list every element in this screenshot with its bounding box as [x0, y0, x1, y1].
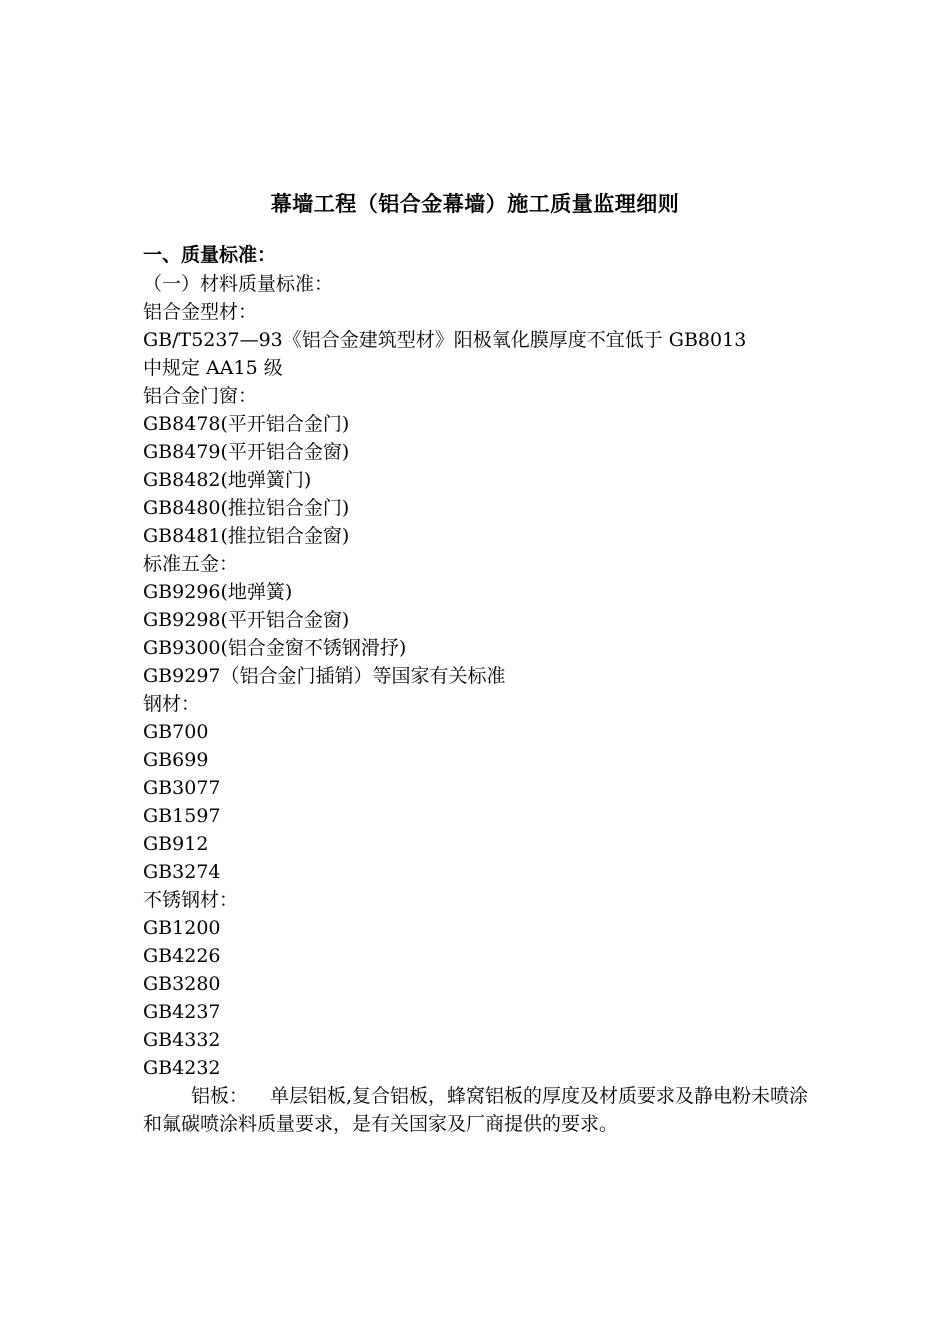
- text-line: GB8480(推拉铝合金门): [143, 497, 350, 519]
- text-line: GB3077: [143, 777, 221, 799]
- text-line: GB3280: [143, 973, 221, 995]
- document-title: 幕墙工程（铝合金幕墙）施工质量监理细则: [270, 191, 680, 216]
- aluminum-panel-paragraph: [143, 1082, 811, 1138]
- text-line: GB4237: [143, 1001, 221, 1023]
- text-line: 钢材：: [143, 693, 201, 715]
- text-line: GB/T5237—93《铝合金建筑型材》阳极氧化膜厚度不宜低于 GB8013: [143, 329, 747, 351]
- text-line: GB8481(推拉铝合金窗): [143, 525, 350, 547]
- text-line: GB9298(平开铝合金窗): [143, 609, 350, 631]
- text-line: GB700: [143, 721, 209, 743]
- text-line: GB8478(平开铝合金门): [143, 413, 350, 435]
- text-line: GB8479(平开铝合金窗): [143, 441, 350, 463]
- text-line: GB9297（铝合金门插销）等国家有关标准: [143, 665, 506, 687]
- section-heading: 一、质量标准：: [143, 244, 277, 266]
- text-line: GB1597: [143, 805, 221, 827]
- text-line: GB1200: [143, 917, 221, 939]
- text-line: GB912: [143, 833, 209, 855]
- document-body: [143, 240, 813, 1138]
- text-line: GB8482(地弹簧门): [143, 469, 312, 491]
- text-line: （一）材料质量标准：: [143, 273, 334, 295]
- text-line: 标准五金：: [143, 553, 239, 575]
- text-line: GB4232: [143, 1057, 221, 1079]
- text-line: 不锈钢材：: [143, 889, 239, 911]
- text-line: GB3274: [143, 861, 221, 883]
- paragraph-text: 单层铝板,复合铝板，蜂窝铝板的厚度及材质要求及静电粉未喷涂和氟碳喷涂料质量要求，是有关国家及厂商提供的要求。: [143, 1085, 809, 1135]
- text-line: GB4332: [143, 1029, 221, 1051]
- text-line: GB4226: [143, 945, 221, 967]
- text-line: 铝合金型材：: [143, 301, 258, 323]
- text-line: GB699: [143, 749, 209, 771]
- text-line: 铝合金门窗：: [143, 385, 258, 407]
- text-line: GB9300(铝合金窗不锈钢滑抒): [143, 637, 407, 659]
- text-line: 中规定 AA15 级: [143, 357, 283, 379]
- text-line: GB9296(地弹簧): [143, 581, 293, 603]
- paragraph-label: 铝板：: [191, 1085, 249, 1107]
